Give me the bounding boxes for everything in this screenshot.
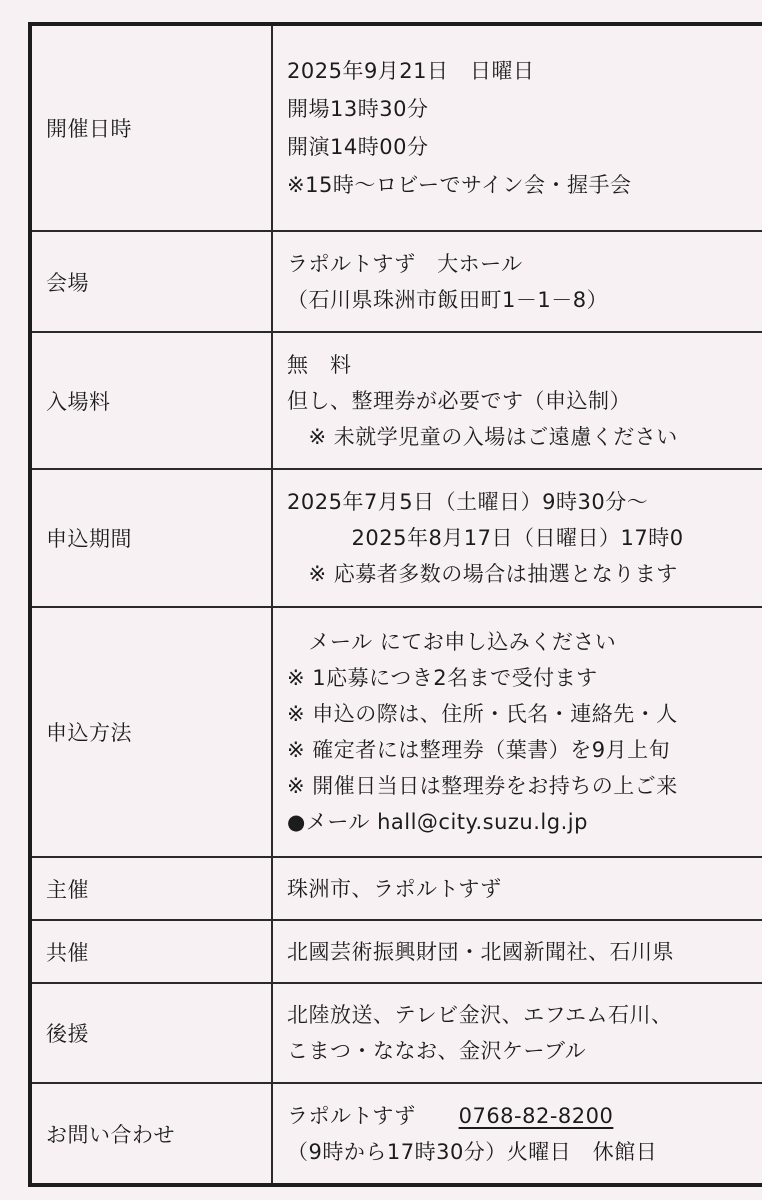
row-label-support: 後援 (32, 983, 272, 1083)
ticket-required-line: 但し、整理券が必要です（申込制） (287, 388, 631, 413)
method-line-5: ※ 開催日当日は整理券をお持ちの上ご来 (287, 774, 678, 798)
method-line-4: ※ 確定者には整理券（葉書）を9月上旬 (287, 738, 671, 762)
organizer-line: 珠洲市、ラポルトすず (287, 876, 502, 901)
row-label-admission: 入場料 (32, 332, 272, 469)
row-value-period (272, 469, 762, 607)
co-organizer-line: 北國芸術振興財団・北國新聞社、石川県 (287, 939, 674, 964)
table-row (32, 607, 762, 857)
row-value-support (272, 983, 762, 1083)
row-value-organizer (272, 857, 762, 920)
start-time-line: 開演14時00分 (287, 135, 429, 159)
support-line-1: 北陸放送、テレビ金沢、エフエム石川、 (287, 1003, 673, 1027)
doors-open-line: 開場13時30分 (287, 97, 429, 121)
row-label-period: 申込期間 (32, 469, 272, 607)
row-value-method (272, 607, 762, 857)
method-line-3: ※ 申込の際は、住所・氏名・連絡先・人 (287, 702, 678, 726)
table-row (32, 231, 762, 332)
signing-note-line: ※15時〜ロビーでサイン会・握手会 (287, 173, 632, 197)
method-line-2: ※ 1応募につき2名まで受付ます (287, 666, 598, 690)
admission-fee-line: 無 料 (287, 352, 352, 377)
venue-name-line: ラポルトすず 大ホール (287, 251, 523, 276)
date-line: 2025年9月21日 日曜日 (287, 59, 535, 83)
support-line-2: こまつ・ななお、金沢ケーブル (287, 1039, 587, 1063)
table-row (32, 857, 762, 920)
row-value-co-organizer (272, 920, 762, 983)
method-line-1: メール にてお申し込みください (287, 630, 617, 654)
row-label-organizer: 主催 (32, 857, 272, 920)
table-row (32, 1083, 762, 1183)
lottery-note-line: ※ 応募者多数の場合は抽選となります (287, 562, 678, 586)
period-end-line: 2025年8月17日（日曜日）17時0 (287, 526, 684, 550)
event-info-table (32, 26, 762, 1183)
contact-hours-line: （9時から17時30分）火曜日 休館日 (287, 1139, 658, 1164)
row-value-contact (272, 1083, 762, 1183)
period-start-line: 2025年7月5日（土曜日）9時30分〜 (287, 490, 649, 514)
table-row (32, 920, 762, 983)
row-label-contact: お問い合わせ (32, 1083, 272, 1183)
preschool-note-line: ※ 未就学児童の入場はご遠慮ください (287, 424, 678, 449)
row-label-venue: 会場 (32, 231, 272, 332)
row-label-date: 開催日時 (32, 26, 272, 231)
table-row (32, 26, 762, 231)
venue-address-line: （石川県珠洲市飯田町1－1－8） (287, 287, 609, 312)
contact-name: ラポルトすず (287, 1103, 459, 1128)
row-label-co-organizer: 共催 (32, 920, 272, 983)
contact-phone-link[interactable]: 0768-82-8200 (458, 1103, 614, 1128)
email-line: ●メール hall@city.suzu.lg.jp (287, 810, 588, 834)
row-value-admission (272, 332, 762, 469)
table-row (32, 469, 762, 607)
table-row (32, 983, 762, 1083)
contact-line (287, 1098, 762, 1134)
table-row (32, 332, 762, 469)
row-value-venue (272, 231, 762, 332)
info-table-frame (28, 22, 762, 1187)
row-label-method: 申込方法 (32, 607, 272, 857)
row-value-date (272, 26, 762, 231)
